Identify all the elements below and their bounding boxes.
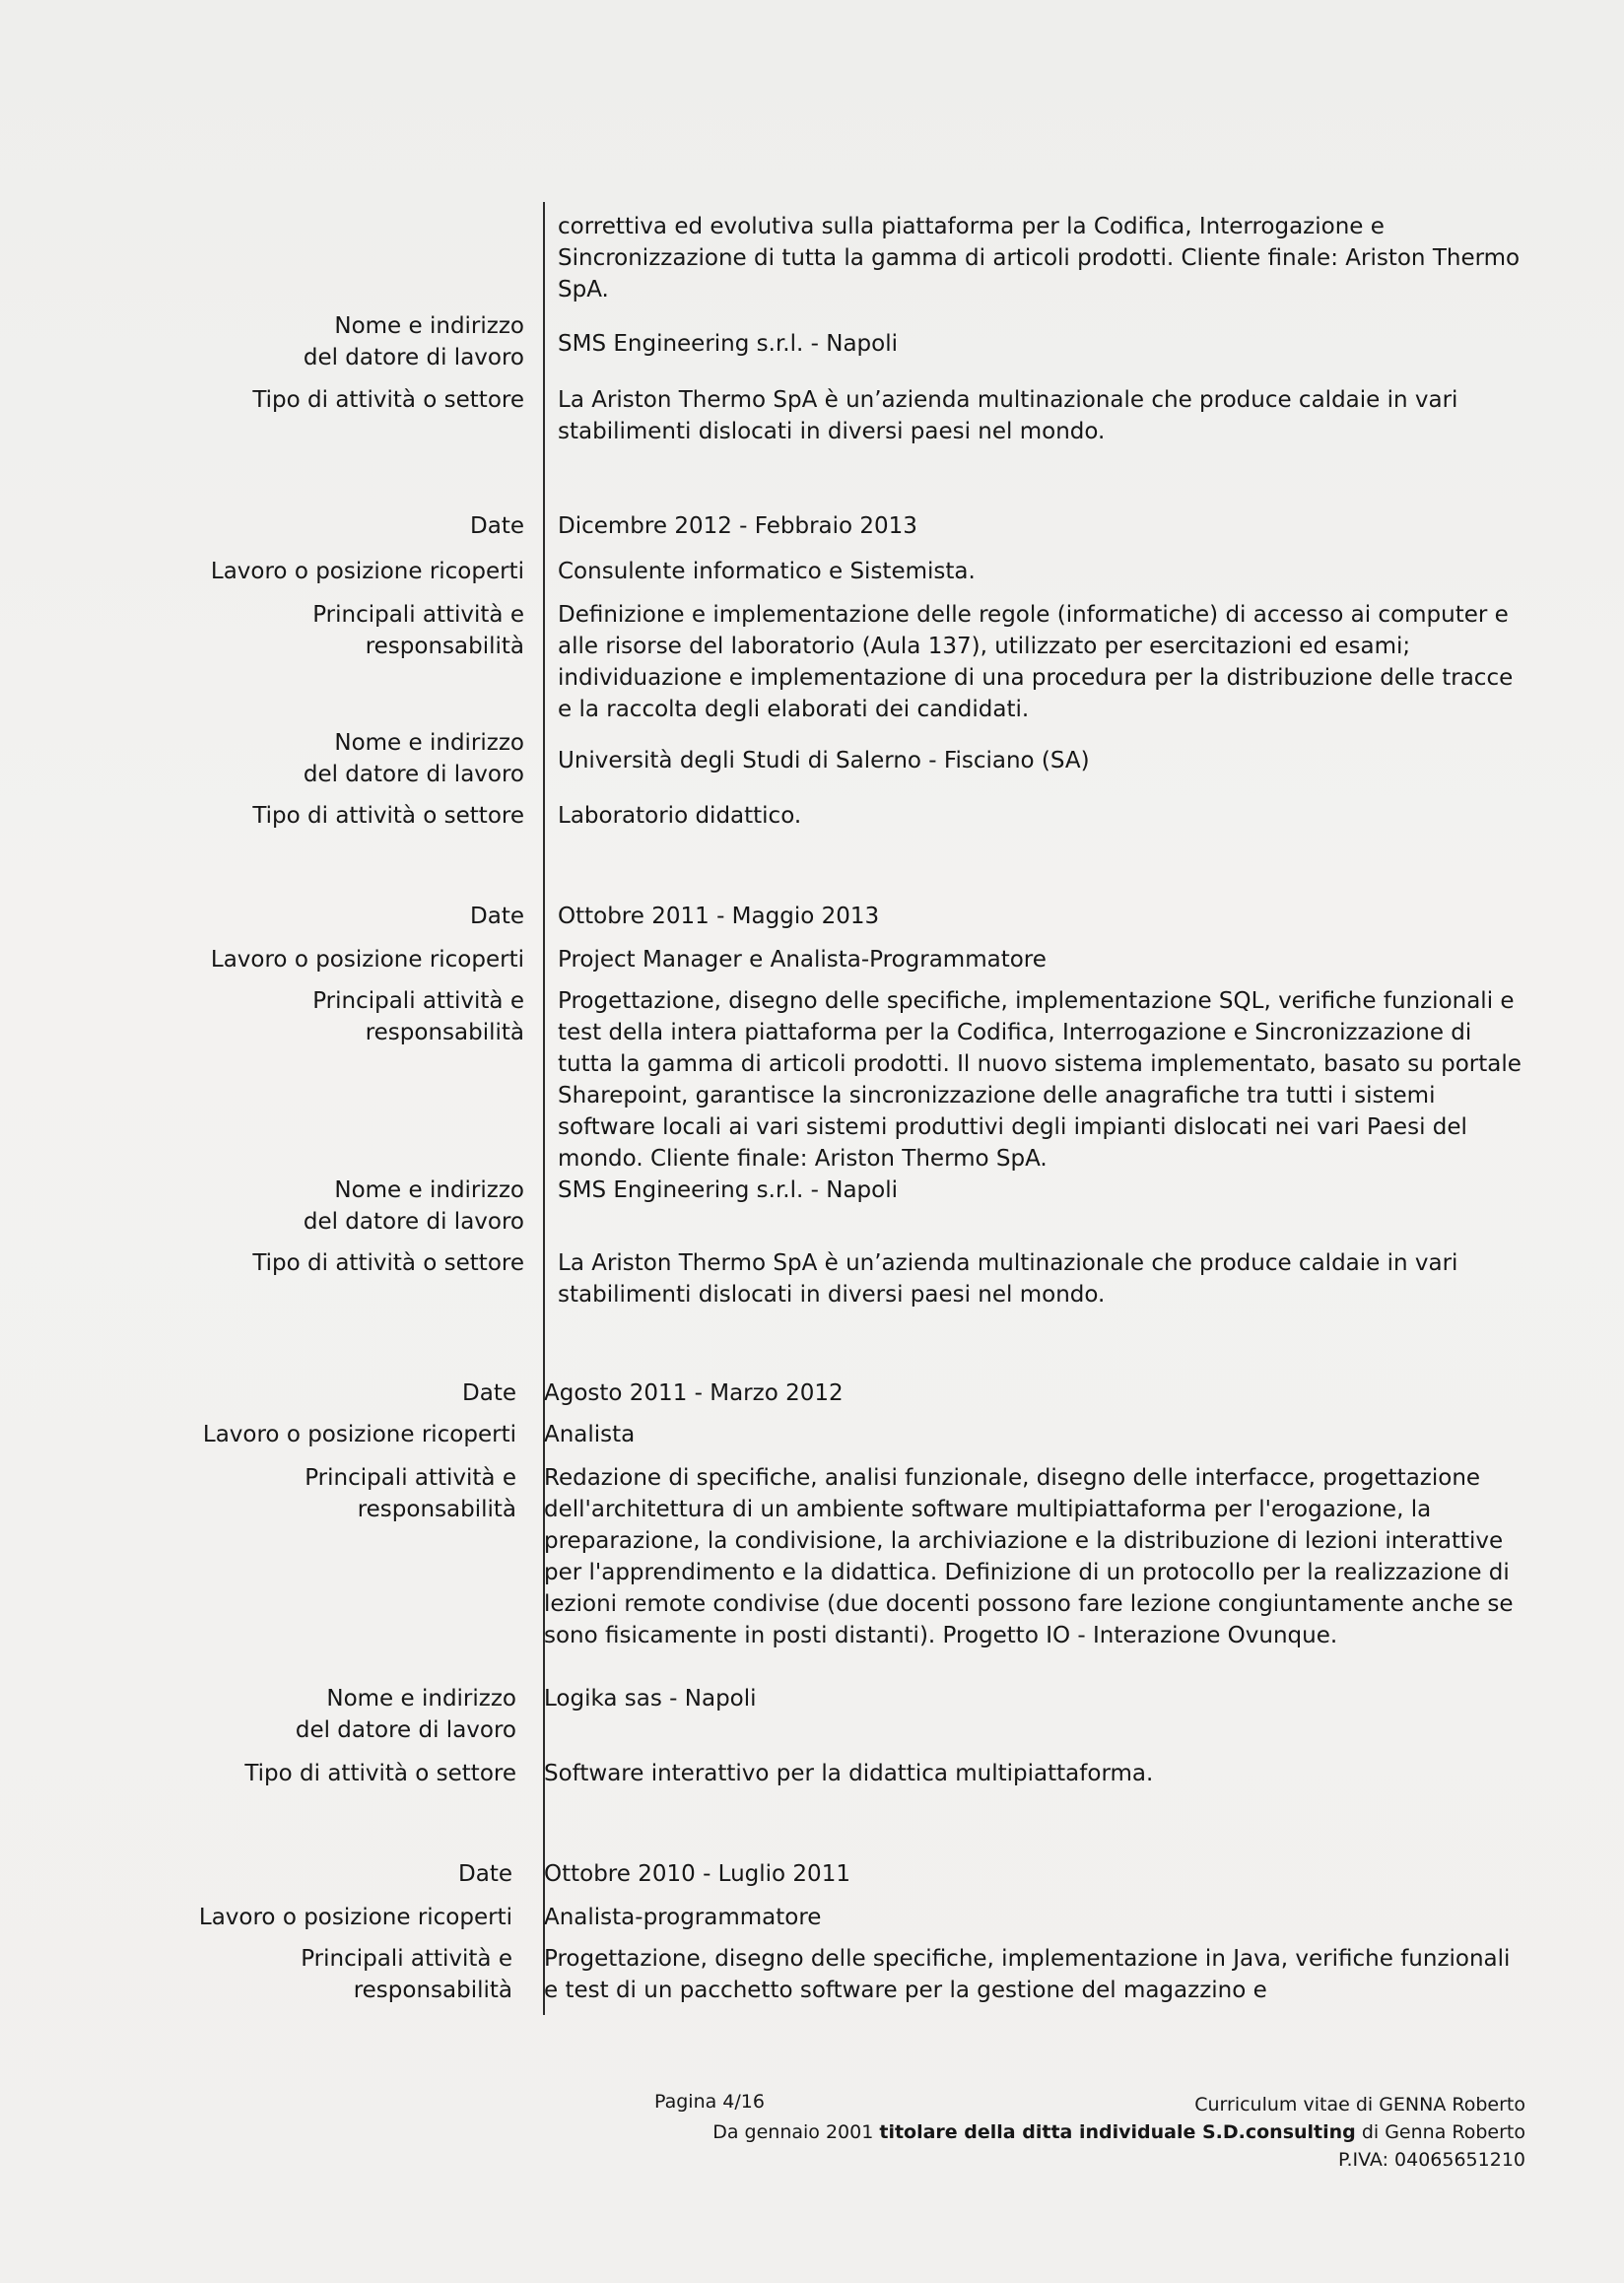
footer-company-line bbox=[540, 2118, 1525, 2146]
row-label: Nome e indirizzo del datore di lavoro bbox=[303, 1177, 524, 1235]
row-label: Tipo di attività o settore bbox=[252, 387, 524, 413]
row-label: Tipo di attività o settore bbox=[244, 1761, 516, 1786]
row-label: Nome e indirizzo del datore di lavoro bbox=[303, 730, 524, 787]
footer-company-bold: titolare della ditta individuale S.D.consulting bbox=[879, 2121, 1356, 2143]
row-value: Analista-programmatore bbox=[544, 1905, 822, 1930]
row-label: Lavoro o posizione ricoperti bbox=[210, 559, 524, 584]
footer-company-suffix: di Genna Roberto bbox=[1355, 2121, 1525, 2143]
row-value: Project Manager e Analista-Programmatore bbox=[558, 947, 1047, 973]
row-value: SMS Engineering s.r.l. - Napoli bbox=[558, 1177, 898, 1203]
row-label: Nome e indirizzo del datore di lavoro bbox=[295, 1686, 516, 1743]
row-label: Lavoro o posizione ricoperti bbox=[210, 947, 524, 973]
row-label: Principali attività e responsabilità bbox=[304, 1465, 516, 1522]
row-value: Consulente informatico e Sistemista. bbox=[558, 559, 976, 584]
page-number: Pagina 4/16 bbox=[654, 2091, 765, 2113]
row-label: Lavoro o posizione ricoperti bbox=[198, 1905, 512, 1930]
row-value: Definizione e implementazione delle regole (informatiche) di accesso ai computer e alle risorse del laboratorio (Aula 137), utilizzato per esercitazioni ed esami; individuazione e implementazione di una procedura per la distribuzione delle tracce e la raccolta degli elaborati dei candidati. bbox=[558, 602, 1514, 722]
footer-piva: P.IVA: 04065651210 bbox=[1338, 2149, 1525, 2171]
row-value: Redazione di specifiche, analisi funzionale, disegno delle interfacce, progettazione dell'architettura di un ambiente software multipiattaforma per l'erogazione, la preparazione, la condivisione, la archiviazione e la distribuzione di lezioni interattive per l'apprendimento e la didattica. Definizione di un protocollo per la realizzazione di lezioni remote condivise (due docenti possono fare lezione congiuntamente anche se sono fisicamente in posti distanti). Progetto IO - Interazione Ovunque. bbox=[544, 1465, 1514, 1648]
row-value: correttiva ed evolutiva sulla piattaforma per la Codifica, Interrogazione e Sincronizzazione di tutta la gamma di articoli prodotti. Cliente finale: Ariston Thermo SpA. bbox=[558, 214, 1521, 302]
row-label: Principali attività e responsabilità bbox=[312, 988, 524, 1045]
row-label: Principali attività e responsabilità bbox=[312, 602, 524, 659]
row-label: Principali attività e responsabilità bbox=[301, 1946, 512, 2003]
row-value: Ottobre 2010 - Luglio 2011 bbox=[544, 1861, 850, 1887]
row-value: Agosto 2011 - Marzo 2012 bbox=[544, 1380, 844, 1406]
column-divider bbox=[543, 202, 545, 2015]
footer-cv-line: Curriculum vitae di GENNA Roberto bbox=[1194, 2094, 1525, 2115]
row-label: Tipo di attività o settore bbox=[252, 803, 524, 829]
row-value: La Ariston Thermo SpA è un’azienda multinazionale che produce caldaie in vari stabilimenti dislocati in diversi paesi nel mondo. bbox=[558, 387, 1458, 444]
row-value: Software interattivo per la didattica multipiattaforma. bbox=[544, 1761, 1154, 1786]
footer-company-prefix: Da gennaio 2001 bbox=[712, 2121, 880, 2143]
row-value: Progettazione, disegno delle specifiche, implementazione in Java, verifiche funzionali e test di un pacchetto software per la gestione del magazzino e bbox=[544, 1946, 1511, 2003]
row-value: Università degli Studi di Salerno - Fisciano (SA) bbox=[558, 748, 1090, 773]
row-label: Tipo di attività o settore bbox=[252, 1250, 524, 1276]
row-label: Date bbox=[458, 1861, 512, 1887]
footer-info bbox=[540, 2091, 1525, 2174]
row-value: Logika sas - Napoli bbox=[544, 1686, 757, 1712]
row-value: La Ariston Thermo SpA è un’azienda multinazionale che produce caldaie in vari stabilimenti dislocati in diversi paesi nel mondo. bbox=[558, 1250, 1458, 1308]
row-value: Progettazione, disegno delle specifiche, implementazione SQL, verifiche funzionali e test della intera piattaforma per la Codifica, Interrogazione e Sincronizzazione di tutta la gamma di articoli prodotti. Il nuovo sistema implementato, basato su portale Sharepoint, garantisce la sincronizzazione delle anagrafiche tra tutti i sistemi software locali ai vari sistemi produttivi degli impianti dislocati nei vari Paesi del mondo. Cliente finale: Ariston Thermo SpA. bbox=[558, 988, 1522, 1172]
row-label: Date bbox=[470, 904, 524, 929]
row-value: Ottobre 2011 - Maggio 2013 bbox=[558, 904, 880, 929]
row-value: Dicembre 2012 - Febbraio 2013 bbox=[558, 513, 917, 539]
row-label: Date bbox=[470, 513, 524, 539]
row-value: Laboratorio didattico. bbox=[558, 803, 802, 829]
row-label: Lavoro o posizione ricoperti bbox=[202, 1422, 516, 1447]
row-label: Nome e indirizzo del datore di lavoro bbox=[303, 313, 524, 370]
row-label: Date bbox=[462, 1380, 516, 1406]
row-value: SMS Engineering s.r.l. - Napoli bbox=[558, 331, 898, 357]
row-value: Analista bbox=[544, 1422, 636, 1447]
